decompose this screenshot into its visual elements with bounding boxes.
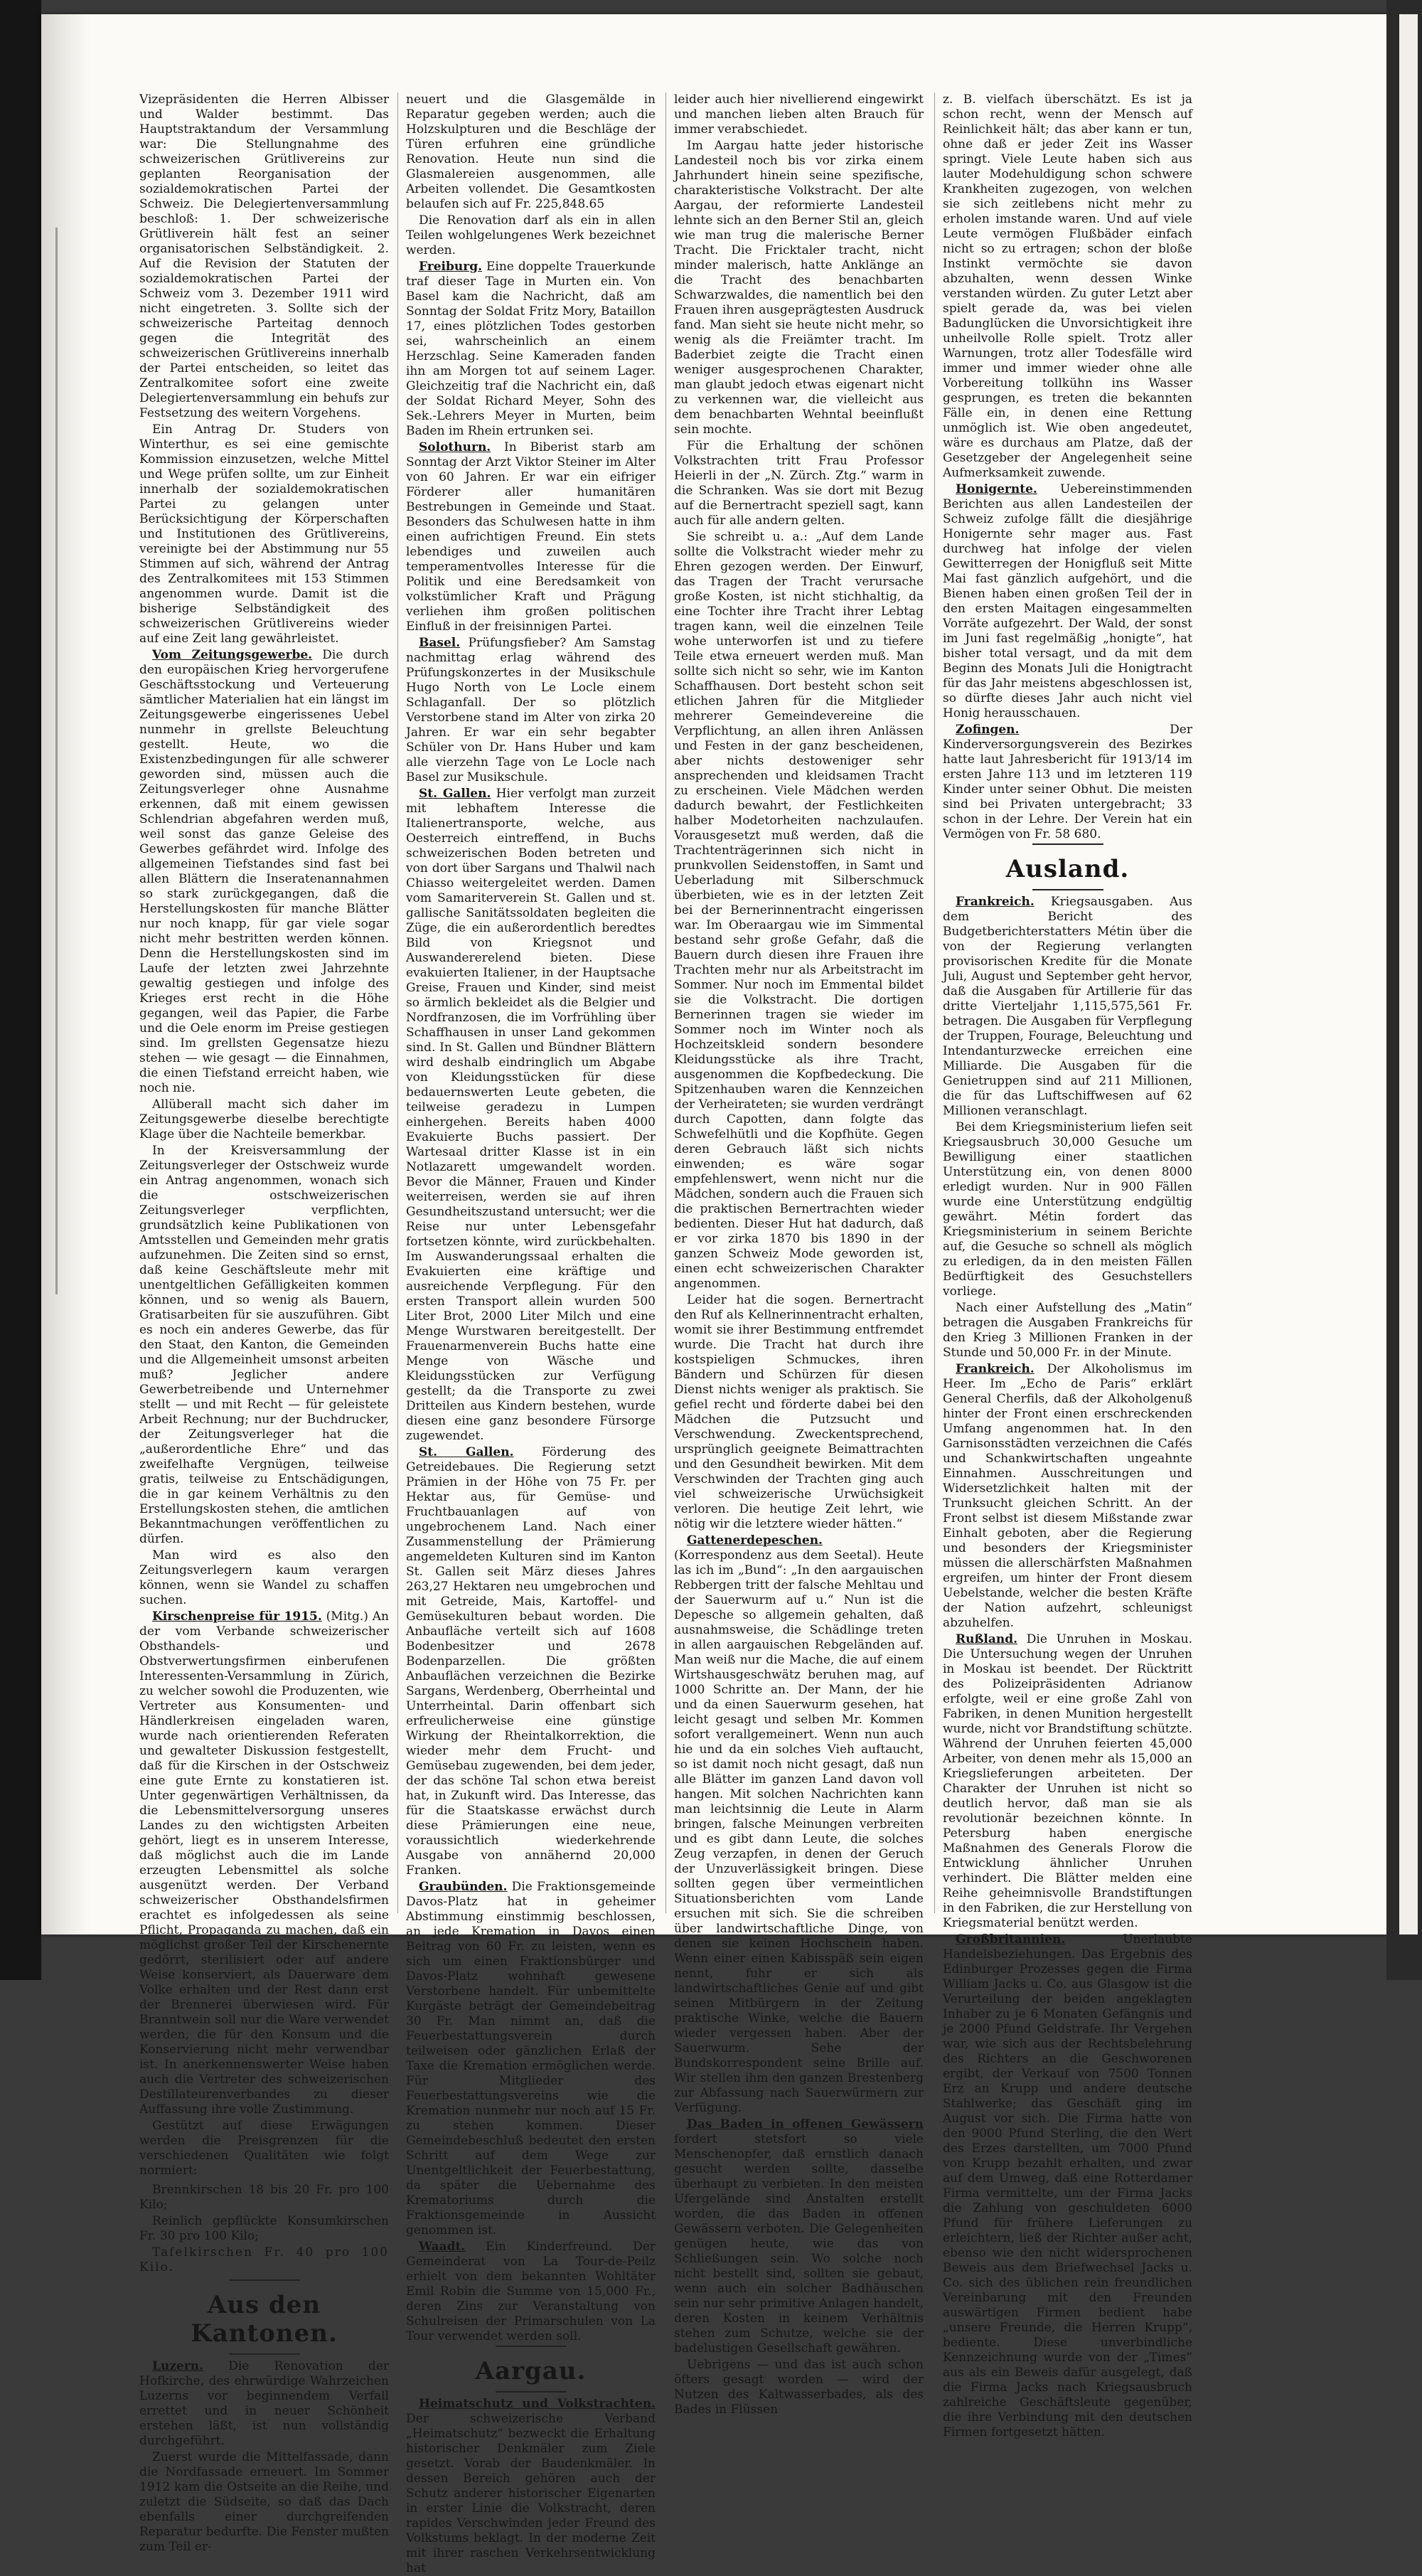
paragraph: Bei dem Kriegsministerium liefen seit Kriegsausbruch 30,000 Gesuche um Bewilligung einer staatlichen Unterstützung ein, von denen 8000 erledigt wurden. Nur in 900 Fällen wurde eine Unterstützung endgültig gewährt. Métin fordert das Kriegsministerium in seinem Berichte auf, die Gesuche so schnell als möglich zu erledigen, da in den meisten Fällen Bedürftigkeit des Gesuchstellers vorliege. xyxy=(943,1120,1192,1299)
paragraph: Allüberall macht sich daher im Zeitungsgewerbe dieselbe berechtigte Klage über die Nachteile bemerkbar. xyxy=(139,1097,389,1141)
article xyxy=(943,723,1192,842)
article-text: Der Alkoholismus im Heer. Im „Echo de Paris“ erklärt General Cherfils, daß der Alkoholgenuß hinter der Front einen erschreckenden Umfang angenommen hat. In den Garnisonsstädten verzeichnen die Cafés und Schankwirtschaften ungeahnte Einnahmen. Ausschreitungen und Widersetzlichkeit halten mit der Trunksucht gleichen Schritt. An der Front selbst ist diesem Mißstande zwar Einhalt geboten, aber die Regierung und besonders der Kriegsminister müssen die allerschärfsten Maßnahmen ergreifen, um hinter der Front diesem Uebelstande, welcher die besten Kräfte der Nation aufzehrt, schleunigst abzuhelfen. xyxy=(943,1362,1192,1630)
column-1 xyxy=(139,92,390,2554)
article xyxy=(139,1609,389,2117)
article-title: Freiburg. xyxy=(419,260,483,274)
page-fold xyxy=(41,14,91,1934)
article-text: Hier verfolgt man zurzeit mit lebhaftem Interesse die Italienertransporte, welche, aus Oesterreich eintreffend, in Buchs schweizerischen Boden betreten und von dort über Sargans und Thalwil nach Chiasso weitergeleitet werden. Damen vom Samariterverein St. Gallen und st. gallische Sanitätssoldaten begleiten die Züge, die ein außerordentlich beredtes Bild von Kriegsnot und Auswandererelend bieten. Diese evakuierten Italiener, in der Hauptsache Greise, Frauen und Kinder, sind meist so ärmlich bekleidet als die Belgier und Nordfranzosen, die im Vorfrühling über Schaffhausen in unser Land gekommen sind. In St. Gallen und Bündner Blättern wird deshalb eindringlich um Abgabe von Kleidungsstücken für diese bedauernswerten Leute gebeten, die teilweise geradezu in Lumpen einhergehen. Bereits haben 4000 Evakuierte Buchs passiert. Der Wartesaal dritter Klasse ist in ein Notlazarett umgewandelt worden. Bevor die Männer, Frauen und Kinder weiterreisen, werden sie auf ihren Gesundheitszustand untersucht; wer die Reise nur unter Lebensgefahr fortsetzen könnte, wird zurückbehalten. Im Auswanderungssaal erhalten die Evakuierten eine kräftige und ausreichende Verpflegung. Für den ersten Transport allein wurden 500 Liter Brot, 2000 Liter Milch und eine Menge Wurstwaren bereitgestellt. Der Frauenarmenverein Buchs hatte eine Menge von Wäsche und Kleidungsstücken zur Verfügung gestellt; da die Transporte zu zwei Dritteilen aus Kindern bestehen, wurde diesen eine ganz besondere Fürsorge zugewendet. xyxy=(406,787,656,1443)
paragraph: Sie schreibt u. a.: „Auf dem Lande sollte die Volkstracht wieder mehr zu Ehren gezogen werden. Der Einwurf, das Tragen der Tracht verursache große Kosten, ist nicht stichhaltig, da eine Tochter ihre Tracht ihrer Lebtag tragen kann, weil die einzelnen Teile wohe unterworfen ist und zu tiefere Teile etwa erneuert werden muß. Man sollte sich nicht so sehr, wie im Kanton Schaffhausen. Dort besteht schon seit etlichen Jahren für die Mitglieder mehrerer Gemeindevereine die Verpflichtung, an allen ihren Anlässen und Festen in der ganz bescheidenen, aber nichts destoweniger sehr ansprechenden und kleidsamen Tracht zu erscheinen. Viele Mädchen werden dadurch bewahrt, der Festlichkeiten halber Modetorheiten nachzulaufen. Vorausgesetzt muß werden, daß die Trachtenträgerinnen sich nicht in prunkvollen Seidenstoffen, in Samt und Ueberladung mit Silberschmuck überbieten, wie es in der letzten Zeit bei der Bernerinnentracht eingerissen war. Im Oberaargau wie im Simmental bestand sehr große Gefahr, daß die Bauern durch diesen ihre Frauen ihre Trachten mehr nur als Arbeitstracht im Sommer. Nur noch im Emmental bildet sie die Volkstracht. Die dortigen Bernerinnen tragen sie wieder im Sommer noch im Winter noch als Hochzeitskleid sondern besondere Kleidungsstücke als ihre Tracht, ausgenommen die Kopfbedeckung. Die Spitzenhauben waren die Kennzeichen der Verheirateten; sie wurden verdrängt durch Capotten, dann folgte das Schwefelhütli und die Kopfhüte. Gegen deren Gebrauch läßt sich nichts einwenden; es wäre sogar empfehlenswert, wenn nicht nur die Mädchen, sondern auch die Frauen sich die praktischen Bernertrachten wieder bedienten. Dieser Hut hat dadurch, daß er vor zirka 1870 bis 1890 in der ganzen Schweiz Mode geworden ist, einen echt schweizerischen Charakter angenommen. xyxy=(674,530,924,1291)
article-text: (Mitg.) An der vom Verbande schweizerischer Obsthandels- und Obstverwertungsfirmen einberufenen Interessenten-Versammlung in Zürich, zu welcher sowohl die Produzenten, wie Vertreter aus Konsumenten- und Händlerkreisen eingeladen waren, wurde nach orientierenden Referaten und gewalteter Diskussion festgestellt, daß für die Kirschen in der Ostschweiz eine gute Ernte zu konstatieren ist. Unter gegenwärtigen Verhältnissen, da die Lebensmittelversorgung unseres Landes zu den wichtigsten Arbeiten gehört, liegt es in unserem Interesse, daß möglichst auch die im Lande erzeugten Lebensmittel als solche ausgenützt werden. Der Verband schweizerischer Obsthandelsfirmen erachtet es infolgedessen als seine Pflicht, Propaganda zu machen, daß ein möglichst großer Teil der Kirschenernte gedörrt, sterilisiert oder auf andere Weise konserviert, als Dauerware dem Volke erhalten und der Rest dann erst der Brennerei überwiesen wird. Für Branntwein soll nur die Ware verwendet werden, die für den Konsum und die Konservierung nicht mehr verwendbar ist. In anerkennenswerter Weise haben auch die Vertreter des schweizerischen Destillateurenverbandes zu dieser Auffassung ihre volle Zustimmung. xyxy=(139,1609,389,2117)
article xyxy=(406,440,656,634)
paragraph: Die Renovation darf als ein in allen Teilen wohlgelungenes Werk bezeichnet werden. xyxy=(406,213,656,257)
article-title: Honigernte. xyxy=(956,482,1037,496)
article-text: Prüfungsfieber? Am Samstag nachmittag erlag während des Prüfungskonzertes in der Musikschule Hugo North von Le Locle einem Schlaganfall. Der so plötzlich Verstorbene stand im Alter von zirka 20 Jahren. Er war ein sehr begabter Schüler von Dr. Hans Huber und kam alle vierzehn Tage von Le Locle nach Basel zur Musikschule. xyxy=(406,636,656,784)
article xyxy=(406,2397,656,2576)
section-heading: Aargau. xyxy=(475,2357,587,2385)
scan-background-left xyxy=(0,0,41,1980)
paragraph: Im Aargau hatte jeder historische Landesteil noch bis vor zirka einem Jahrhundert hinein seine spezifische, charakteristische Volkstracht. Der alte Aargau, der reformierte Landesteil lehnte sich an den Berner Stil an, gleich wie man trug die malerische Berner Tracht. Die Fricktaler tracht, nicht minder malerisch, hatte Anklänge an die Tracht des benachbarten Schwarzwaldes, die namentlich bei den Frauen ihren ausgeprägtesten Ausdruck fand. Man sieht sie heute nicht mehr, so wenig als die Freiämter tracht. Im Baderbiet zeigte die Tracht einen weniger ausgesprochenen Charakter, man glaubt jedoch etwas eigenart nicht zu verkennen war, die vielleicht aus dem benachbarten Wehntal beeinflußt sein mochte. xyxy=(674,139,924,437)
article-text: Die Renovation der Hofkirche, des ehrwürdige Wahrzeichen Luzerns vor beginnendem Verfall errettet und in neuer Schönheit erstehen läßt, ist nun vollständig durchgeführt. xyxy=(139,2359,390,2448)
article-text: (Korrespondenz aus dem Seetal). Heute las ich im „Bund“: „In den aargauischen Rebbergen tritt der falsche Mehltau und der Sauerwurm auf u.“ Nun ist die Depesche so allgemein gehalten, daß ausnahmsweise, die Schädlinge treten in allen aargauischen Rebgeländen auf. Man weiß nur die Mache, die auf einem Wirtshausgeschwätz beruhen mag, auf 1000 Schritte an. Der Mann, der hie und da einen Sauerwurm gesehen, hat leicht gesagt und selben Mr. Kommen sofort verallgemeinert. Wenn nun auch hie und da ein solches Vieh auftaucht, so ist damit noch nicht gesagt, daß nun alle Blätter im ganzen Land davon voll hangen. Mit solchen Nachrichten kann man leichtsinnig die Leute in Alarm bringen, falsche Meinungen verbreiten und es gibt dann Leute, die solches Zeug verzapfen, in denen der Geruch der Unzuverlässigkeit bringen. Diese sollten gegen über vermeintlichen Situationsberichten vom Lande ersuchen mit sich. Sie die schreiben über landwirtschaftliche Dinge, von denen sie keinen Hochschein haben. Wenn einer einen Kabisspäß sein eigen nennt, fuhr er sich als landwirtschaftliches Genie auf und gibt seinen Mitbürgern in der Zeitung praktische Winke, welche die Bauern wieder vergessen haben. Aber der Sauerwurm. Sehe der Bundskorrespondent seine Brille auf. Wir stellen ihm den ganzen Brestenberg zur Abfassung nach Sauerwürmern zur Verfügung. xyxy=(674,1548,924,2115)
section-rule xyxy=(496,2391,567,2393)
article-text: In Biberist starb am Sonntag der Arzt Viktor Steiner im Alter von 60 Jahren. Er war ein eifriger Förderer aller humanitären Bestrebungen in Gemeinde und Staat. Besonders das Schulwesen hatte in ihm einen aufrichtigen Freund. Ein stets lebendiges und zuweilen auch temperamentvolles Interesse für die Politik und eine Beredsamkeit von volkstümlicher Kraft und Prägung verliehen ihm großen politischen Einfluß in der freisinnigen Partei. xyxy=(406,440,656,634)
article-title: Großbritannien. xyxy=(956,1932,1066,1947)
article-title: Zofingen. xyxy=(956,723,1020,737)
section-rule xyxy=(1032,843,1103,845)
article xyxy=(674,1533,924,2116)
article-title: St. Gallen. xyxy=(419,1445,514,1459)
article-title: Gattenerdepeschen. xyxy=(687,1533,823,1548)
article-title: Vom Zeitungsgewerbe. xyxy=(152,648,313,662)
article-text: Der Kinderversorgungsverein des Bezirkes hatte laut Jahresbericht für 1913/14 im ersten Jahre 113 und im letzteren 119 Kinder unter seiner Obhut. Die meisten sind bei Privaten untergebracht; 33 schon in der Lehre. Der Verein hat ein Vermögen von Fr. 58 680. xyxy=(943,723,1192,841)
article xyxy=(139,648,389,1096)
article-text: Förderung des Getreidebaues. Die Regierung setzt Prämien in der Höhe von 75 Fr. per Hektar aus, für Gemüse- und Fruchtbauanlagen auf von ungebrochenem Land. Nach einer Zusammenstellung der Prämierung angemeldeten Kulturen sind im Kanton St. Gallen seit März dieses Jahres 263,27 Hektaren neu umgebrochen und mit Getreide, Mais, Kartoffel- und Gemüsekulturen bebaut worden. Die Anbaufläche verteilt sich auf 1608 Bodenbesitzer und 2678 Bodenparzellen. Die größten Anbauflächen verzeichnen die Bezirke Sargans, Werdenberg, Oberrheintal und Unterrheintal. Darin offenbart sich erfreulicherweise eine günstige Wirkung der Rheintalkorrektion, die wieder mehr dem Frucht- und Gemüsebau zugewenden, bei dem jeder, der das schöne Tal schon etwa bereist hat, in Zukunft wird. Das Interesse, das für die Staatskasse erwächst durch diese Prämierungen eine neue, voraussichtlich wiederkehrende Ausgabe von annähernd 20,000 Franken. xyxy=(406,1445,656,1878)
paragraph: Gestützt auf diese Erwägungen werden die Preisgrenzen für die verschiedenen Qualitäten wie folgt normiert: xyxy=(139,2119,389,2178)
article xyxy=(406,1880,656,2238)
article xyxy=(943,1362,1192,1631)
section-rule xyxy=(496,2346,567,2347)
paragraph: Vizepräsidenten die Herren Albisser und Walder bestimmt. Das Hauptstraktandum der Versammlung war: Die Stellungnahme des schweizerischen Grütlivereins zur geplanten Reorganisation der sozialdemokratischen Partei der Schweiz. Die Delegiertenversammlung beschloß: 1. Der schweizerische Grütliverein hält fest an seiner organisatorischen Selbständigkeit. 2. Auf die Revision der Statuten der sozialdemokratischen Partei der Schweiz vom 3. Dezember 1911 wird nicht eingetreten. 3. Sollte sich der schweizerische Parteitag dennoch gegen die Integrität des schweizerischen Grütlivereins innerhalb der Partei entscheiden, so leitet das Zentralkomitee sofort eine zweite Delegiertenversammlung ein behufs zur Festsetzung des weitern Vorgehens. xyxy=(139,92,389,420)
section-heading: Ausland. xyxy=(1005,855,1130,883)
article xyxy=(139,2359,389,2449)
paragraph: Für die Erhaltung der schönen Volkstrachten tritt Frau Professor Heierli in der „N. Zürch. Ztg.“ warm in die Schranken. Was sie dort mit Bezug auf die Bernertracht speziell sagt, kann auch für alle andern gelten. xyxy=(674,439,924,528)
price-row: Tafelkirschen Fr. 40 pro 100 Kilo. xyxy=(139,2245,389,2274)
price-row: Reinlich gepflückte Konsumkirschen Fr. 30 pro 100 Kilo; xyxy=(139,2214,389,2243)
article-text: Die Fraktionsgemeinde Davos-Platz hat in geheimer Abstimmung einstimmig beschlossen, an jede Kremation in Davos einen Beitrag von 60 Fr. zu leisten, wenn es sich um einen Fraktionsbürger und Davos-Platz wohnhaft gewesene Verstorbene handelt. Für unbemittelte Kurgäste beträgt der Gemeindebeitrag 30 Fr. Man nimmt an, daß die Feuerbestattungsverein durch teilweisen oder gänzlichen Erlaß der Taxe die Kremation ermöglichen werde. Für Mitglieder des Feuerbestattungsvereins wie die Kremation nunmehr nur noch auf 15 Fr. zu stehen kommen. Dieser Gemeindebeschluß bedeutet den ersten Schritt auf dem Wege zur Unentgeltlichkeit der Feuerbestattung, da später die Uebernahme des Krematoriums durch die Fraktionsgemeinde in Aussicht genommen ist. xyxy=(406,1880,656,2237)
section-rule xyxy=(229,2279,300,2281)
article xyxy=(943,1632,1192,1931)
article xyxy=(406,787,656,1444)
article-title: Solothurn. xyxy=(419,440,491,454)
article-title: Kirschenpreise für 1915. xyxy=(152,1609,322,1624)
paragraph: Nach einer Aufstellung des „Matin“ betragen die Ausgaben Frankreichs für den Krieg 3 Millionen Franken in der Stunde und 50,000 Fr. in der Minute. xyxy=(943,1301,1192,1360)
article-text: fordert stetsfort so viele Menschenopfer, daß ernstlich danach gesucht werden sollte, dasselbe überhaupt zu verbieten. In den meisten Ufergelände sind Anstalten erstellt worden, die das Baden in offenen Gewässern verboten. Die Gelegenheiten genügen heute, wie das von Schließungen sein. Wo solche noch nicht bestellt sind, sollten sie gebaut, wenn auch ein solcher Badhäuschen sein nur sehr primitive Anlagen handelt, deren Kosten in keinem Verhältnis stehen zum Schutze, welche sie der badelustigen Gesellschaft gewähren. xyxy=(674,2132,924,2356)
article-text: Kriegsausgaben. Aus dem Bericht des Budgetberichterstatters Métin über die von der Regierung verlangten provisorischen Kredite für die Monate Juli, August und September geht hervor, daß die Ausgaben für Artillerie für das dritte Vierteljahr 1,115,575,561 Fr. betragen. Die Ausgaben für Verpflegung der Truppen, Fourage, Beleuchtung und Intendanturzwecke erreichen eine Milliarde. Die Ausgaben für die Genietruppen sind auf 211 Millionen, die für das Luftschiffwesen auf 62 Millionen veranschlagt. xyxy=(943,895,1192,1118)
article-text: Die durch den europäischen Krieg hervorgerufene Geschäftsstockung und Verteuerung sämtlicher Materialien hat ein längst im Zeitungsgewerbe eingerissenes Uebel nunmehr in grellste Beleuchtung gestellt. Heute, wo die Existenzbedingungen für alle schwerer geworden sind, müssen auch die Zeitungsverleger ohne Ausnahme erkennen, daß mit einem gewissen Schlendrian abgefahren werden muß, weil sonst das ganze Geleise des Gewerbes gefährdet wird. Infolge des allgemeinen Tiefstandes sind fast bei allen Blättern die Inseratenannahmen so stark zurückgegangen, daß die Herstellungskosten für manche Blätter nur noch knapp, für gar viele sogar nicht mehr bestritten werden können. Denn die Herstellungskosten sind im Laufe der letzten zwei Jahrzehnte gewaltig gestiegen und infolge des Krieges erst recht in die Höhe gegangen, weil das Papier, die Farbe und die Oele enorm im Preise gestiegen sind. Im grellsten Gegensatze hiezu stehen — wie gesagt — die Einnahmen, die einen Tiefstand erreicht haben, wie noch nie. xyxy=(139,648,389,1095)
paragraph: Man wird es also den Zeitungsverlegern kaum verargen können, wenn sie Wandel zu schaffen suchen. xyxy=(139,1548,389,1607)
article-title: Waadt. xyxy=(419,2240,466,2254)
article xyxy=(943,482,1192,721)
article-title: Heimatschutz und Volkstrachten. xyxy=(419,2397,656,2411)
article-text: Die Unruhen in Moskau. Die Untersuchung wegen der Unruhen in Moskau ist beendet. Der Rücktritt des Polizeipräsidenten Adrianow erfolgte, weil er eine große Zahl von Fabriken, in denen Munition hergestellt wurde, nicht vor Brandstiftung schützte. Während der Unruhen feierten 45,000 Arbeiter, von denen mehr als 15,000 an Kriegslieferungen arbeiteten. Der Charakter der Unruhen ist nicht so deutlich hervor, daß man sie als revolutionär bezeichnen könnte. In Petersburg haben energische Maßnahmen des Generals Florow die Entwicklung ähnlicher Unruhen verhindert. Die Blätter melden eine Reihe geheimnisvolle Brandstiftungen in den Fabriken, die zur Herstellung von Kriegsmaterial benützt werden. xyxy=(943,1632,1192,1930)
column-rule xyxy=(934,92,935,1913)
article-title: Frankreich. xyxy=(956,1362,1035,1376)
section-rule xyxy=(229,2353,300,2355)
paragraph: Ein Antrag Dr. Studers von Winterthur, es sei eine gemischte Kommission einzusetzen, welche Mittel und Wege prüfen sollte, um zur Einheit innerhalb der sozialdemokratischen Partei zu gelangen unter Berücksichtigung der Körperschaften und Institutionen des Grütlivereins, vereinigte bei der Abstimmung nur 55 Stimmen auf sich, während der Antrag des Zentralkomitees mit 153 Stimmen angenommen wurde. Damit ist die bisherige Selbständigkeit des schweizerischen Grütlivereins wieder auf eine Zeit lang gewährleistet. xyxy=(139,422,389,646)
paragraph: In der Kreisversammlung der Zeitungsverleger der Ostschweiz wurde ein Antrag angenommen, wonach sich die ostschweizerischen Zeitungsverleger verpflichten, grundsätzlich keine Publikationen von Amtsstellen und Gemeinden mehr gratis aufzunehmen. Die Zeiten sind so ernst, daß keine Geschäftsleute mehr mit unentgeltlichen Gefälligkeiten kommen können, und so wenig als Bauern, Gratisarbeiten für sie auszuführen. Gibt es noch ein anderes Gewerbe, das für den Staat, den Kanton, die Gemeinden und die Allgemeinheit umsonst arbeiten muß? Jeglicher andere Gewerbetreibende und Unternehmer stellt — und mit Recht — für geleistete Arbeit Rechnung; nur der Buchdrucker, der Zeitungsverleger hat die „außerordentliche Ehre“ und das zweifelhafte Vergnügen, teilweise gratis, teilweise zu Entschädigungen, die in gar keinem Verhältnis zu den Erstellungskosten stehen, die amtlichen Bekanntmachungen veröffentlichen zu dürfen. xyxy=(139,1144,389,1546)
scan-background-right xyxy=(1386,0,1422,1980)
article-title: Frankreich. xyxy=(956,895,1035,909)
article-text: Der schweizerische Verband „Heimatschutz“ bezweckt die Erhaltung historischer Denkmäler zum Ziele gesetzt. Vorab der Baudenkmäler. In dessen Bereich gehören auch der Schutz anderer historischer Eigenarten in erster Linie die Volkstracht, deren rapides Verschwinden jeder Freund des Volkstums beklagt. In der moderne Zeit mit ihrer raschen Verkehrsentwicklung hat xyxy=(406,2412,656,2575)
article-text: Uebereinstimmenden Berichten aus allen Landesteilen der Schweiz zufolge fällt die diesjährige Honigernte sehr mager aus. Fast durchweg hat infolge der vielen Gewitterregen der Honigfluß seit Mitte Mai fast gänzlich aufgehört, und die Bienen haben einen großen Teil der in den ersten Maitagen eingesammelten Vorräte aufgezehrt. Der Wald, der sonst im Juni fast regelmäßig „honigte“, hat bisher total versagt, und da mit dem Beginn des Monats Juli die Honigtracht für das Jahr meistens abgeschlossen ist, so dürfte dieses Jahr auch nicht viel Honig herausschauen. xyxy=(943,482,1192,720)
column-3 xyxy=(674,92,924,2417)
paragraph: z. B. vielfach überschätzt. Es ist ja schon recht, wenn der Mensch auf Reinlichkeit hält; das aber kann er tun, ohne daß er jeder Zeit ins Wasser springt. Viele Leute haben sich aus lauter Modehuldigung schon schwere Krankheiten zugezogen, von welchen sie sich zeitlebens nicht mehr zu erholen imstande waren. Und auf viele Leute vermögen Flußbäder einfach nicht so zu ertragen; schon der bloße Instinkt vermöchte sie davon abzuhalten, wenn dessen Winke verstanden würden. Zu guter Letzt aber spielt gerade da, was bei vielen Badunglücken die Unvorsichtigkeit ihre unheilvolle Rolle spielt. Trotz aller Warnungen, trotz aller Todesfälle wird immer und immer wieder ohne alle Vorbereitung tollkühn ins Wasser gesprungen, es treten die bekannten Fälle ein, in denen eine Rettung unmöglich ist. Wie oben angedeutet, wäre es durchaus am Platze, daß der Gesetzgeber der Angelegenheit seine Aufmerksamkeit zuwende. xyxy=(943,92,1192,480)
article-title: Das Baden in offenen Gewässern xyxy=(687,2117,924,2131)
article xyxy=(674,2117,924,2356)
column-4 xyxy=(943,92,1192,2439)
article-title: Basel. xyxy=(419,636,461,650)
page-columns xyxy=(139,92,1192,2575)
article xyxy=(406,260,656,439)
column-2 xyxy=(406,92,656,2575)
article-title: Rußland. xyxy=(956,1632,1018,1646)
price-list xyxy=(139,2183,389,2275)
article-text: Unerlaubte Handelsbeziehungen. Das Ergebnis des Edinburger Prozesses gegen die Firma William Jacks u. Co. aus Glasgow ist die Verurteilung der beiden angeklagten Inhaber zu je 6 Monaten Gefängnis und je 2000 Pfund Geldstrafe. Ihr Vergehen war, wie sich aus der Rechtsbelehrung des Richters an die Geschworenen ergibt, der Verkauf von 7500 Tonnen Erz an Krupp und andere deutsche Stahlwerke; das Geschäft ging im August vor sich. Die Firma hatte von den 9000 Pfund Sterling, die den Wert des Erzes darstellten, um 7000 Pfund von Krupp bezahlt erhalten, und zwar auf dem Umweg, daß eine Rotterdamer Firma vermittelte, um der Firma Jacks die Zahlung von geschuldeten 6000 Pfund für frühere Lieferungen zu erleichtern, ließ der Richter außer acht, ebenso wie den nicht widersprochenen Beweis aus dem Briefwechsel Jacks u. Co. sich des üblichen rein freundlichen Vereinbarung mit den Freunden auswärtigen Firmen bedient habe „unsere Freunde, die Herren Krupp“, bediente. Diese unverbindliche Kennzeichnung wurde von der „Times“ aus als ein Beweis dafür ausgelegt, daß die Firma Jacks nach Kriegsausbruch zahlreiche Geschäftsleute gegenüber, die ihre Verbindung mit den deutschen Firmen fortgesetzt hätten. xyxy=(943,1932,1192,2439)
article-text: Eine doppelte Trauerkunde traf dieser Tage in Murten ein. Von Basel kam die Nachricht, daß am Sonntag der Soldat Fritz Mory, Bataillon 17, eines plötzlichen Todes gestorben sei, wahrscheinlich an einem Herzschlag. Seine Kameraden fanden ihn am Morgen tot auf seinem Lager. Gleichzeitig traf die Nachricht ein, daß der Soldat Richard Meyer, Sohn des Sek.-Lehrers Meyer in Murten, beim Baden im Rhein ertrunken sei. xyxy=(406,260,656,438)
article xyxy=(406,1445,656,1878)
paragraph: neuert und die Glasgemälde in Reparatur gegeben werden; auch die Holzskulpturen und die Beschläge der Türen erfuhren eine gründliche Renovation. Heute nun sind die Glasmalereien ausgenommen, alle Arbeiten vollendet. Die Gesamtkosten belaufen sich auf Fr. 225,848.65 xyxy=(406,92,656,211)
section-rule xyxy=(1032,889,1103,890)
column-rule xyxy=(397,92,398,1913)
article xyxy=(406,636,656,785)
section-heading: Aus den Kantonen. xyxy=(191,2291,338,2348)
newspaper-page xyxy=(41,14,1386,2575)
article-text: Ein Kinderfreund. Der Gemeinderat von La Tour-de-Peilz erhielt von dem bekannten Wohltäter Emil Robin die Summe von 15,000 Fr., deren Zins zur Veranstaltung von Schulreisen der Primarschulen von La Tour verwendet werden soll. xyxy=(406,2240,656,2343)
article xyxy=(943,895,1192,1119)
paragraph: Uebrigens — und das ist auch schon öfters gesagt worden — wird der Nutzen des Kaltwasserbades, als des Bades in Flüssen xyxy=(674,2358,924,2417)
article xyxy=(943,1932,1192,2440)
paragraph: Leider hat die sogen. Bernertracht den Ruf als Kellnerinnentracht erhalten, womit sie ihrer Bestimmung entfremdet wurde. Die Tracht hat durch ihre kostspieligen Schmuckes, ihren Bändern und Schürzen für diesen Dienst nichts weniger als praktisch. Sie gefiel recht und förderte dabei bei den Mädchen die Putzsucht und Verschwendung. Zweckentsprechend, ursprünglich geeignete Beimattrachten und den Gesundheit bewirken. Mit dem Verschwinden der Trachten ging auch viel schweizerische Urwüchsigkeit verloren. Die heutige Zeit lehrt, wie nötig wir die letztere wieder hätten.“ xyxy=(674,1293,924,1531)
article-title: Graubünden. xyxy=(419,1880,508,1894)
price-row: Brennkirschen 18 bis 20 Fr. pro 100 Kilo; xyxy=(139,2183,389,2212)
column-rule xyxy=(665,92,666,1913)
article-title: St. Gallen. xyxy=(419,787,491,801)
article-title: Luzern. xyxy=(152,2359,204,2373)
article xyxy=(406,2240,656,2344)
paragraph: Zuerst wurde die Mittelfassade, dann die Nordfassade erneuert. Im Sommer 1912 kam die Ostseite an die Reihe, und zuletzt die Südseite, so daß das Dach ebenfalls einer durchgreifenden Reparatur bedurfte. Die Fenster mußten zum Teil er- xyxy=(139,2450,389,2554)
paragraph: leider auch hier nivellierend eingewirkt und manchen lieben alten Brauch für immer verabschiedet. xyxy=(674,92,924,137)
